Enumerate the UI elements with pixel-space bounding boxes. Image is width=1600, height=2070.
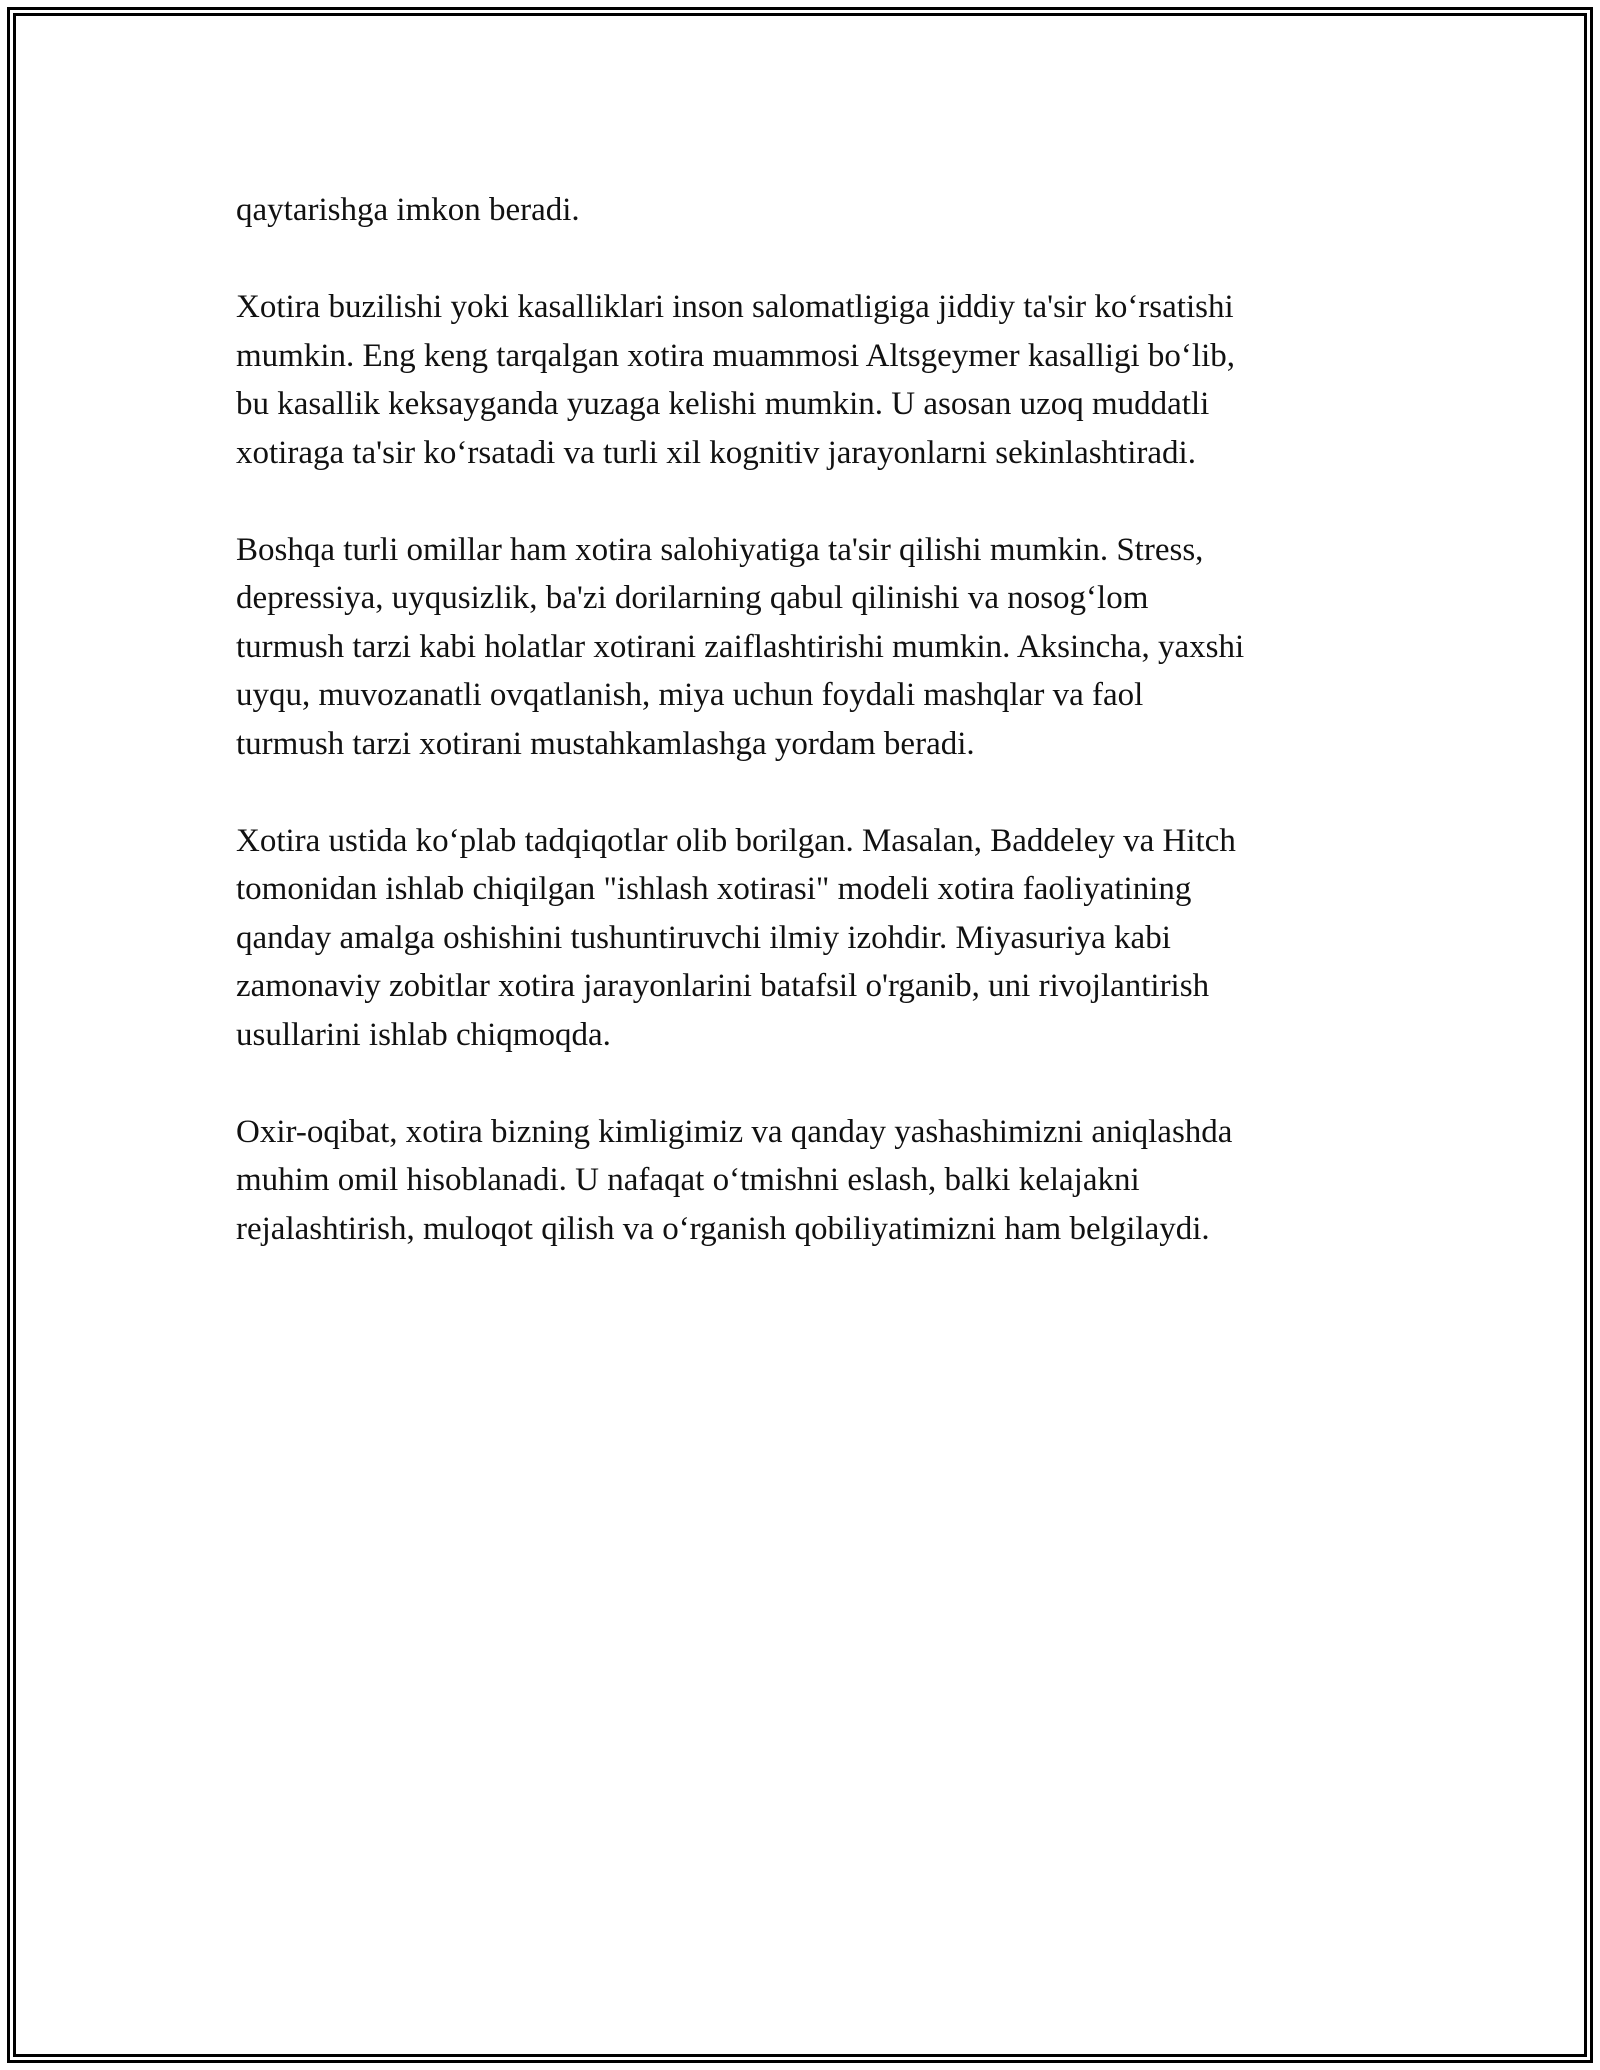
document-body: [236, 186, 1366, 1302]
text-line: turmush tarzi xotirani mustahkamlashga yordam beradi.: [236, 725, 975, 762]
text-line: qaytarishga imkon beradi.: [236, 192, 580, 228]
paragraph-5: [236, 1108, 1366, 1254]
paragraph-2: [236, 283, 1366, 477]
text-line: mumkin. Eng keng tarqalgan xotira muammosi Altsgeymer kasalligi bo‘lib,: [236, 337, 1235, 374]
text-line: depressiya, uyqusizlik, ba'zi dorilarning qabul qilinishi va nosog‘lom: [236, 580, 1149, 616]
paragraph-3: [236, 526, 1366, 769]
paragraph-1: [236, 186, 1366, 235]
text-line: Boshqa turli omillar ham xotira salohiyatiga ta'sir qilishi mumkin. Stress,: [236, 531, 1204, 568]
text-line: rejalashtirish, muloqot qilish va o‘rganish qobiliyatimizni ham belgilaydi.: [236, 1210, 1210, 1247]
text-line: tomonidan ishlab chiqilgan "ishlash xotirasi" modeli xotira faoliyatining: [236, 871, 1192, 907]
text-line: xotiraga ta'sir ko‘rsatadi va turli xil kognitiv jarayonlarni sekinlashtiradi.: [236, 434, 1196, 471]
text-line: turmush tarzi kabi holatlar xotirani zaiflashtirishi mumkin. Aksincha, yaxshi: [236, 628, 1245, 665]
paragraph-4: [236, 817, 1366, 1060]
text-line: muhim omil hisoblanadi. U nafaqat o‘tmishni eslash, balki kelajakni: [236, 1162, 1140, 1198]
text-line: qanday amalga oshishini tushuntiruvchi ilmiy izohdir. Miyasuriya kabi: [236, 919, 1171, 956]
text-line: bu kasallik keksayganda yuzaga kelishi mumkin. U asosan uzoq muddatli: [236, 386, 1210, 422]
text-line: Xotira ustida ko‘plab tadqiqotlar olib borilgan. Masalan, Baddeley va Hitch: [236, 822, 1236, 859]
text-line: usullarini ishlab chiqmoqda.: [236, 1016, 611, 1053]
text-line: uyqu, muvozanatli ovqatlanish, miya uchun foydali mashqlar va faol: [236, 677, 1144, 713]
text-line: Oxir-oqibat, xotira bizning kimligimiz va qanday yashashimizni aniqlashda: [236, 1113, 1233, 1150]
text-line: zamonaviy zobitlar xotira jarayonlarini batafsil o'rganib, uni rivojlantirish: [236, 968, 1210, 1004]
text-line: Xotira buzilishi yoki kasalliklari inson salomatligiga jiddiy ta'sir ko‘rsatishi: [236, 289, 1234, 325]
